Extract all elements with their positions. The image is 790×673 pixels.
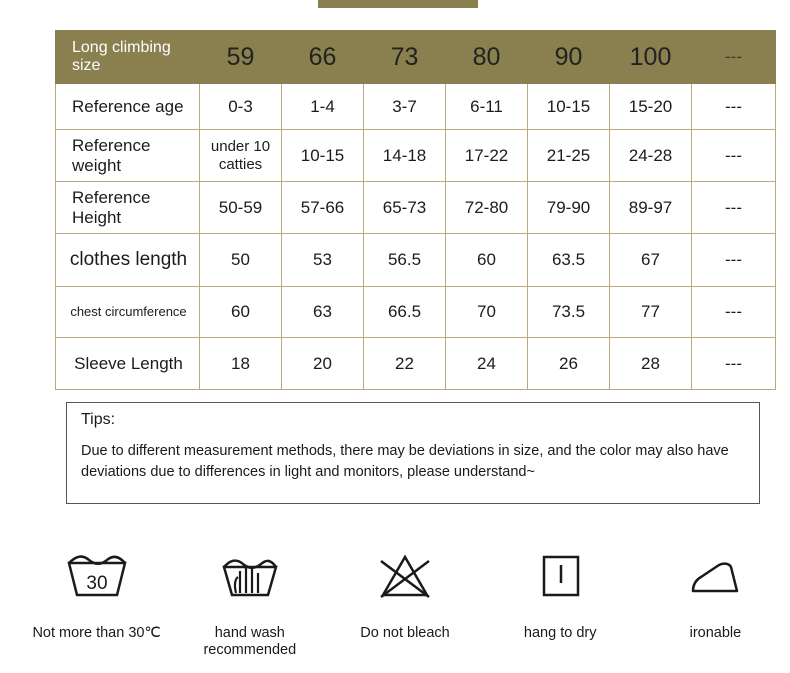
- cell-r1-c2: 14-18: [364, 130, 446, 182]
- care-label-3: hang to dry: [523, 625, 597, 641]
- size-chart-sheet: [55, 30, 775, 390]
- hand-wash-icon: [175, 545, 324, 605]
- care-item-hang-to-dry: [486, 545, 635, 642]
- cell-r2-c2: 65-73: [364, 182, 446, 234]
- cell-r2-c1: 57-66: [282, 182, 364, 234]
- row-label-reference-age: Reference age: [56, 84, 200, 130]
- table-row: [56, 182, 776, 234]
- care-label-0: Not more than 30℃: [32, 625, 161, 641]
- row-label-clothes-length: clothes length: [56, 234, 200, 287]
- header-size-2: 73: [364, 31, 446, 84]
- cell-r5-c3: 24: [446, 338, 528, 390]
- cell-r5-c4: 26: [528, 338, 610, 390]
- row-label-reference-weight: Reference weight: [56, 130, 200, 182]
- header-size-4: 90: [528, 31, 610, 84]
- cell-r0-extra: ---: [692, 84, 776, 130]
- tips-box: [66, 402, 760, 504]
- cell-r1-c4: 21-25: [528, 130, 610, 182]
- cell-r3-c2: 56.5: [364, 234, 446, 287]
- cell-r0-c1: 1-4: [282, 84, 364, 130]
- care-label-4: ironable: [689, 625, 742, 641]
- care-label-1: hand wash recommended: [203, 625, 297, 659]
- header-label: Long climbing size: [56, 31, 200, 84]
- cell-r0-c4: 10-15: [528, 84, 610, 130]
- cell-r3-c3: 60: [446, 234, 528, 287]
- cell-r1-c0: under 10 catties: [200, 130, 282, 182]
- care-item-do-not-bleach: [330, 545, 479, 642]
- table-row: [56, 338, 776, 390]
- cell-r3-c5: 67: [610, 234, 692, 287]
- cell-r4-c4: 73.5: [528, 287, 610, 338]
- care-label-2: Do not bleach: [360, 625, 450, 641]
- cell-r4-c2: 66.5: [364, 287, 446, 338]
- table-row: [56, 287, 776, 338]
- cell-r5-c1: 20: [282, 338, 364, 390]
- do-not-bleach-icon: [330, 545, 479, 605]
- header-size-1: 66: [282, 31, 364, 84]
- cell-r5-c5: 28: [610, 338, 692, 390]
- svg-text:30: 30: [86, 573, 108, 594]
- header-size-0: 59: [200, 31, 282, 84]
- tips-title: Tips:: [81, 411, 116, 428]
- table-row: [56, 130, 776, 182]
- tips-body: Due to different measurement methods, there may be deviations in size, and the color may also have deviations due to differences in light and monitors, please understand~: [81, 443, 729, 481]
- cell-r0-c0: 0-3: [200, 84, 282, 130]
- cell-r5-c0: 18: [200, 338, 282, 390]
- cell-r1-c3: 17-22: [446, 130, 528, 182]
- cell-r2-c4: 79-90: [528, 182, 610, 234]
- cell-r4-extra: ---: [692, 287, 776, 338]
- wash-tub-30-icon: [22, 545, 171, 605]
- table-row: [56, 234, 776, 287]
- top-accent-strip: [318, 0, 478, 8]
- cell-r4-c5: 77: [610, 287, 692, 338]
- iron-icon: [641, 545, 790, 605]
- row-label-sleeve-length: Sleeve Length: [56, 338, 200, 390]
- cell-r2-c3: 72-80: [446, 182, 528, 234]
- care-item-ironable: [641, 545, 790, 642]
- care-item-wash-temperature: [22, 545, 171, 642]
- cell-r0-c3: 6-11: [446, 84, 528, 130]
- hang-to-dry-icon: [486, 545, 635, 605]
- cell-r1-c5: 24-28: [610, 130, 692, 182]
- cell-r2-c5: 89-97: [610, 182, 692, 234]
- cell-r5-extra: ---: [692, 338, 776, 390]
- cell-r0-c5: 15-20: [610, 84, 692, 130]
- header-extra: ---: [692, 31, 776, 84]
- cell-r2-extra: ---: [692, 182, 776, 234]
- header-size-5: 100: [610, 31, 692, 84]
- care-instructions-row: [0, 545, 790, 660]
- table-header-row: [56, 31, 776, 84]
- cell-r1-c1: 10-15: [282, 130, 364, 182]
- cell-r5-c2: 22: [364, 338, 446, 390]
- header-size-3: 80: [446, 31, 528, 84]
- cell-r4-c1: 63: [282, 287, 364, 338]
- cell-r4-c0: 60: [200, 287, 282, 338]
- cell-r0-c2: 3-7: [364, 84, 446, 130]
- row-label-chest-circumference: chest circumference: [56, 287, 200, 338]
- size-table: [55, 30, 776, 390]
- care-item-hand-wash: [175, 545, 324, 660]
- cell-r1-extra: ---: [692, 130, 776, 182]
- cell-r4-c3: 70: [446, 287, 528, 338]
- cell-r2-c0: 50-59: [200, 182, 282, 234]
- row-label-reference-height: Reference Height: [56, 182, 200, 234]
- table-row: [56, 84, 776, 130]
- cell-r3-c0: 50: [200, 234, 282, 287]
- cell-r3-c4: 63.5: [528, 234, 610, 287]
- cell-r3-c1: 53: [282, 234, 364, 287]
- cell-r3-extra: ---: [692, 234, 776, 287]
